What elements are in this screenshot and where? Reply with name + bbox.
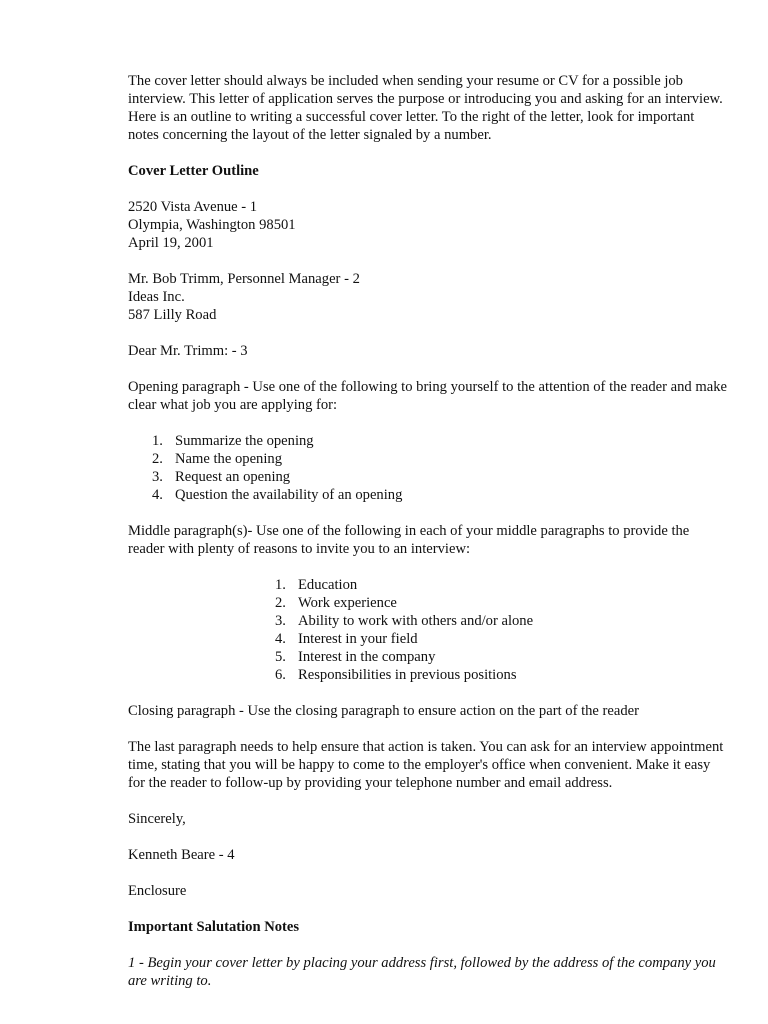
intro-paragraph: The cover letter should always be included when sending your resume or CV for a possible job interview. This letter of application serves the purpose or introducing you and asking for an interview. Here is an outline to writing a successful cover letter. To the right of the letter, look for important notes concerning the layout of the letter signaled by a number. (128, 73, 723, 143)
letter-date: April 19, 2001 (128, 235, 214, 251)
document-page (128, 72, 728, 1008)
list-number: 4. (152, 487, 163, 503)
list-number: 1. (152, 433, 163, 449)
list-item (128, 432, 728, 450)
list-item (128, 468, 728, 486)
list-item (128, 612, 728, 630)
recipient-address-line2: Ideas Inc. (128, 289, 185, 305)
sender-address-line2: Olympia, Washington 98501 (128, 217, 296, 233)
recipient-address (128, 270, 728, 324)
notes-heading: Important Salutation Notes (128, 919, 300, 935)
note-1: 1 - Begin your cover letter by placing your address first, followed by the address of the company you are writing to. (128, 955, 716, 989)
sender-address-line1: 2520 Vista Avenue - 1 (128, 199, 258, 215)
list-number: 6. (275, 667, 286, 683)
list-item (128, 486, 728, 504)
list-item-text: Responsibilities in previous positions (298, 667, 517, 683)
list-item-text: Education (298, 577, 358, 593)
list-item-text: Work experience (298, 595, 397, 611)
list-item-text: Interest in your field (298, 631, 418, 647)
list-item-text: Request an opening (175, 469, 291, 485)
enclosure: Enclosure (128, 883, 187, 899)
signature: Kenneth Beare - 4 (128, 847, 235, 863)
recipient-address-line1: Mr. Bob Trimm, Personnel Manager - 2 (128, 271, 360, 287)
list-item-text: Name the opening (175, 451, 282, 467)
sign-off: Sincerely, (128, 811, 186, 827)
sender-address (128, 198, 728, 252)
list-number: 2. (152, 451, 163, 467)
last-paragraph: The last paragraph needs to help ensure that action is taken. You can ask for an interview appointment time, stating that you will be happy to come to the employer's office when convenient. Make it easy for the reader to follow-up by providing your telephone number and email address. (128, 739, 724, 791)
opening-list (128, 432, 728, 504)
list-item (128, 666, 728, 684)
list-item (128, 630, 728, 648)
list-item (128, 648, 728, 666)
opening-paragraph: Opening paragraph - Use one of the following to bring yourself to the attention of the reader and make clear what job you are applying for: (128, 379, 727, 413)
list-number: 3. (275, 613, 286, 629)
list-item (128, 576, 728, 594)
list-item (128, 594, 728, 612)
list-item-text: Summarize the opening (175, 433, 314, 449)
list-item-text: Ability to work with others and/or alone (298, 613, 534, 629)
list-number: 3. (152, 469, 163, 485)
list-number: 1. (275, 577, 286, 593)
list-number: 5. (275, 649, 286, 665)
list-number: 2. (275, 595, 286, 611)
list-item (128, 450, 728, 468)
recipient-address-line3: 587 Lilly Road (128, 307, 217, 323)
list-item-text: Interest in the company (298, 649, 436, 665)
middle-paragraph: Middle paragraph(s)- Use one of the following in each of your middle paragraphs to provide the reader with plenty of reasons to invite you to an interview: (128, 523, 690, 557)
list-number: 4. (275, 631, 286, 647)
middle-list (128, 576, 728, 684)
list-item-text: Question the availability of an opening (175, 487, 403, 503)
outline-heading: Cover Letter Outline (128, 163, 259, 179)
closing-paragraph: Closing paragraph - Use the closing paragraph to ensure action on the part of the reader (128, 703, 640, 719)
salutation: Dear Mr. Trimm: - 3 (128, 343, 248, 359)
